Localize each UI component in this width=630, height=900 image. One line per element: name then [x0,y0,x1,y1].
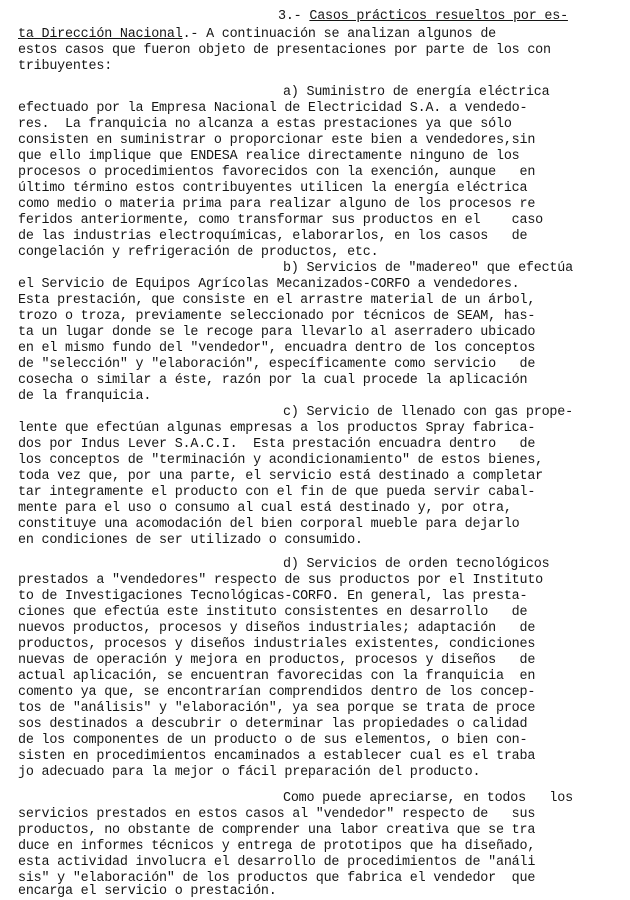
section-b-line: trozo o troza, previamente seleccionado por técnicos de SEAM, has- [18,309,536,324]
section-d-line: de los componentes de un producto o de sus elementos, o bien con- [18,733,528,748]
section-a-line: último término estos contribuyentes utilicen la energía eléctrica [18,181,528,196]
section-d-line: ciones que efectúa este instituto consistentes en desarrollo de [18,605,528,620]
section-a-line: como medio o materia prima para realizar alguno de los procesos re [18,197,536,212]
section-d-line: to de Investigaciones Tecnológicas-CORFO. En general, las presta- [18,589,528,604]
section-a-line: procesos o procedimientos favorecidos con la exención, aunque en [18,165,536,180]
section-c-line: tar integramente el producto con el fin de que pueda servir cabal- [18,485,536,500]
section-b-line: en el mismo fundo del "vendedor", encuadra dentro de los conceptos [18,341,536,356]
conclusion-line: servicios prestados en estos casos al "vendedor" respecto de sus [18,807,536,822]
heading-intro-part1: .- A continuación se analizan algunos de [182,27,496,42]
section-c-line: en condiciones de ser utilizado o consumido. [18,533,363,548]
section-d-line: productos, procesos y diseños industriales existentes, condiciones [18,637,536,652]
conclusion-line: encarga el servicio o prestación. [18,884,277,899]
section-c-line: toda vez que, por una parte, el servicio está destinado a completar [18,469,543,484]
section-c-line: mente para el uso o consumo al cual está destinado y, por otra, [18,501,512,516]
section-d-line: nuevas de operación y mejora en productos, procesos y diseños de [18,653,536,668]
heading-title-part1: Casos prácticos resueltos por es- [309,9,568,24]
section-c-line: los conceptos de "terminación y acondicionamiento" de estos bienes, [18,453,543,468]
section-a-line: que ello implique que ENDESA realice directamente ninguno de los [18,149,520,164]
section-d-line: nuevos productos, procesos y diseños industriales; adaptación de [18,621,536,636]
section-b-line: Esta prestación, que consiste en el arrastre material de un árbol, [18,293,536,308]
section-d-line: sos destinados a descubrir o determinar las propiedades o calidad [18,717,528,732]
section-d-line: sisten en procedimientos encaminados a establecer cual es el traba [18,749,536,764]
section-d-line: d) Servicios de orden tecnológicos [283,557,550,572]
section-b-line: de la franquicia. [18,389,152,404]
section-a-line: feridos anteriormente, como transformar sus productos en el caso [18,213,543,228]
section-a-line: congelación y refrigeración de productos, etc. [18,245,379,260]
conclusion-line: sis" y "elaboración" de los productos que fabrica el vendedor que [18,871,536,886]
section-b-line: el Servicio de Equipos Agrícolas Mecanizados-CORFO a vendedores. [18,277,520,292]
heading-number: 3.- [278,9,302,24]
section-d-line: actual aplicación, se encuentran favorecidas con la franquicia en [18,669,536,684]
section-d-line: prestados a "vendedores" respecto de sus productos por el Instituto [18,573,543,588]
section-d-line: tos de "análisis" y "elaboración", ya sea porque se trata de proce [18,701,536,716]
heading-line-1 [278,9,568,25]
section-d-line: comento ya que, se encontrarían comprendidos dentro de los concep- [18,685,536,700]
section-c-line: c) Servicio de llenado con gas prope- [283,405,573,420]
section-a-line: de las industrias electroquímicas, elaborarlos, en los casos de [18,229,528,244]
section-b-line: ta un lugar donde se le recoge para llevarlo al aserradero ubicado [18,325,536,340]
heading-line-2 [18,27,496,43]
section-b-line: cosecha o similar a éste, razón por la cual procede la aplicación [18,373,528,388]
conclusion-line: duce en informes técnicos y entrega de prototipos que ha diseñado, [18,839,536,854]
section-c-line: lente que efectúan algunas empresas a los productos Spray fabrica- [18,421,536,436]
section-d-line: jo adecuado para la mejor o fácil preparación del producto. [18,765,481,780]
section-a-line: res. La franquicia no alcanza a estas prestaciones ya que sólo [18,117,512,132]
heading-intro-line3: tribuyentes: [18,59,113,74]
heading-title-part2: ta Dirección Nacional [18,27,183,42]
section-b-line: de "selección" y "elaboración", específicamente como servicio de [18,357,536,372]
conclusion-line: Como puede apreciarse, en todos los [283,791,573,806]
heading-intro-line2: estos casos que fueron objeto de presentaciones por parte de los con [18,43,551,58]
section-c-line: dos por Indus Lever S.A.C.I. Esta prestación encuadra dentro de [18,437,536,452]
section-a-line: efectuado por la Empresa Nacional de Electricidad S.A. a vendedo- [18,101,528,116]
conclusion-line: esta actividad involucra el desarrollo de procedimientos de "análi [18,855,536,870]
section-a-line: a) Suministro de energía eléctrica [283,85,550,100]
section-a-line: consisten en suministrar o proporcionar este bien a vendedores,sin [18,133,536,148]
section-c-line: constituye una acomodación del bien corporal mueble para dejarlo [18,517,520,532]
conclusion-line: productos, no obstante de comprender una labor creativa que se tra [18,823,536,838]
section-b-line: b) Servicios de "madereo" que efectúa [283,261,573,276]
